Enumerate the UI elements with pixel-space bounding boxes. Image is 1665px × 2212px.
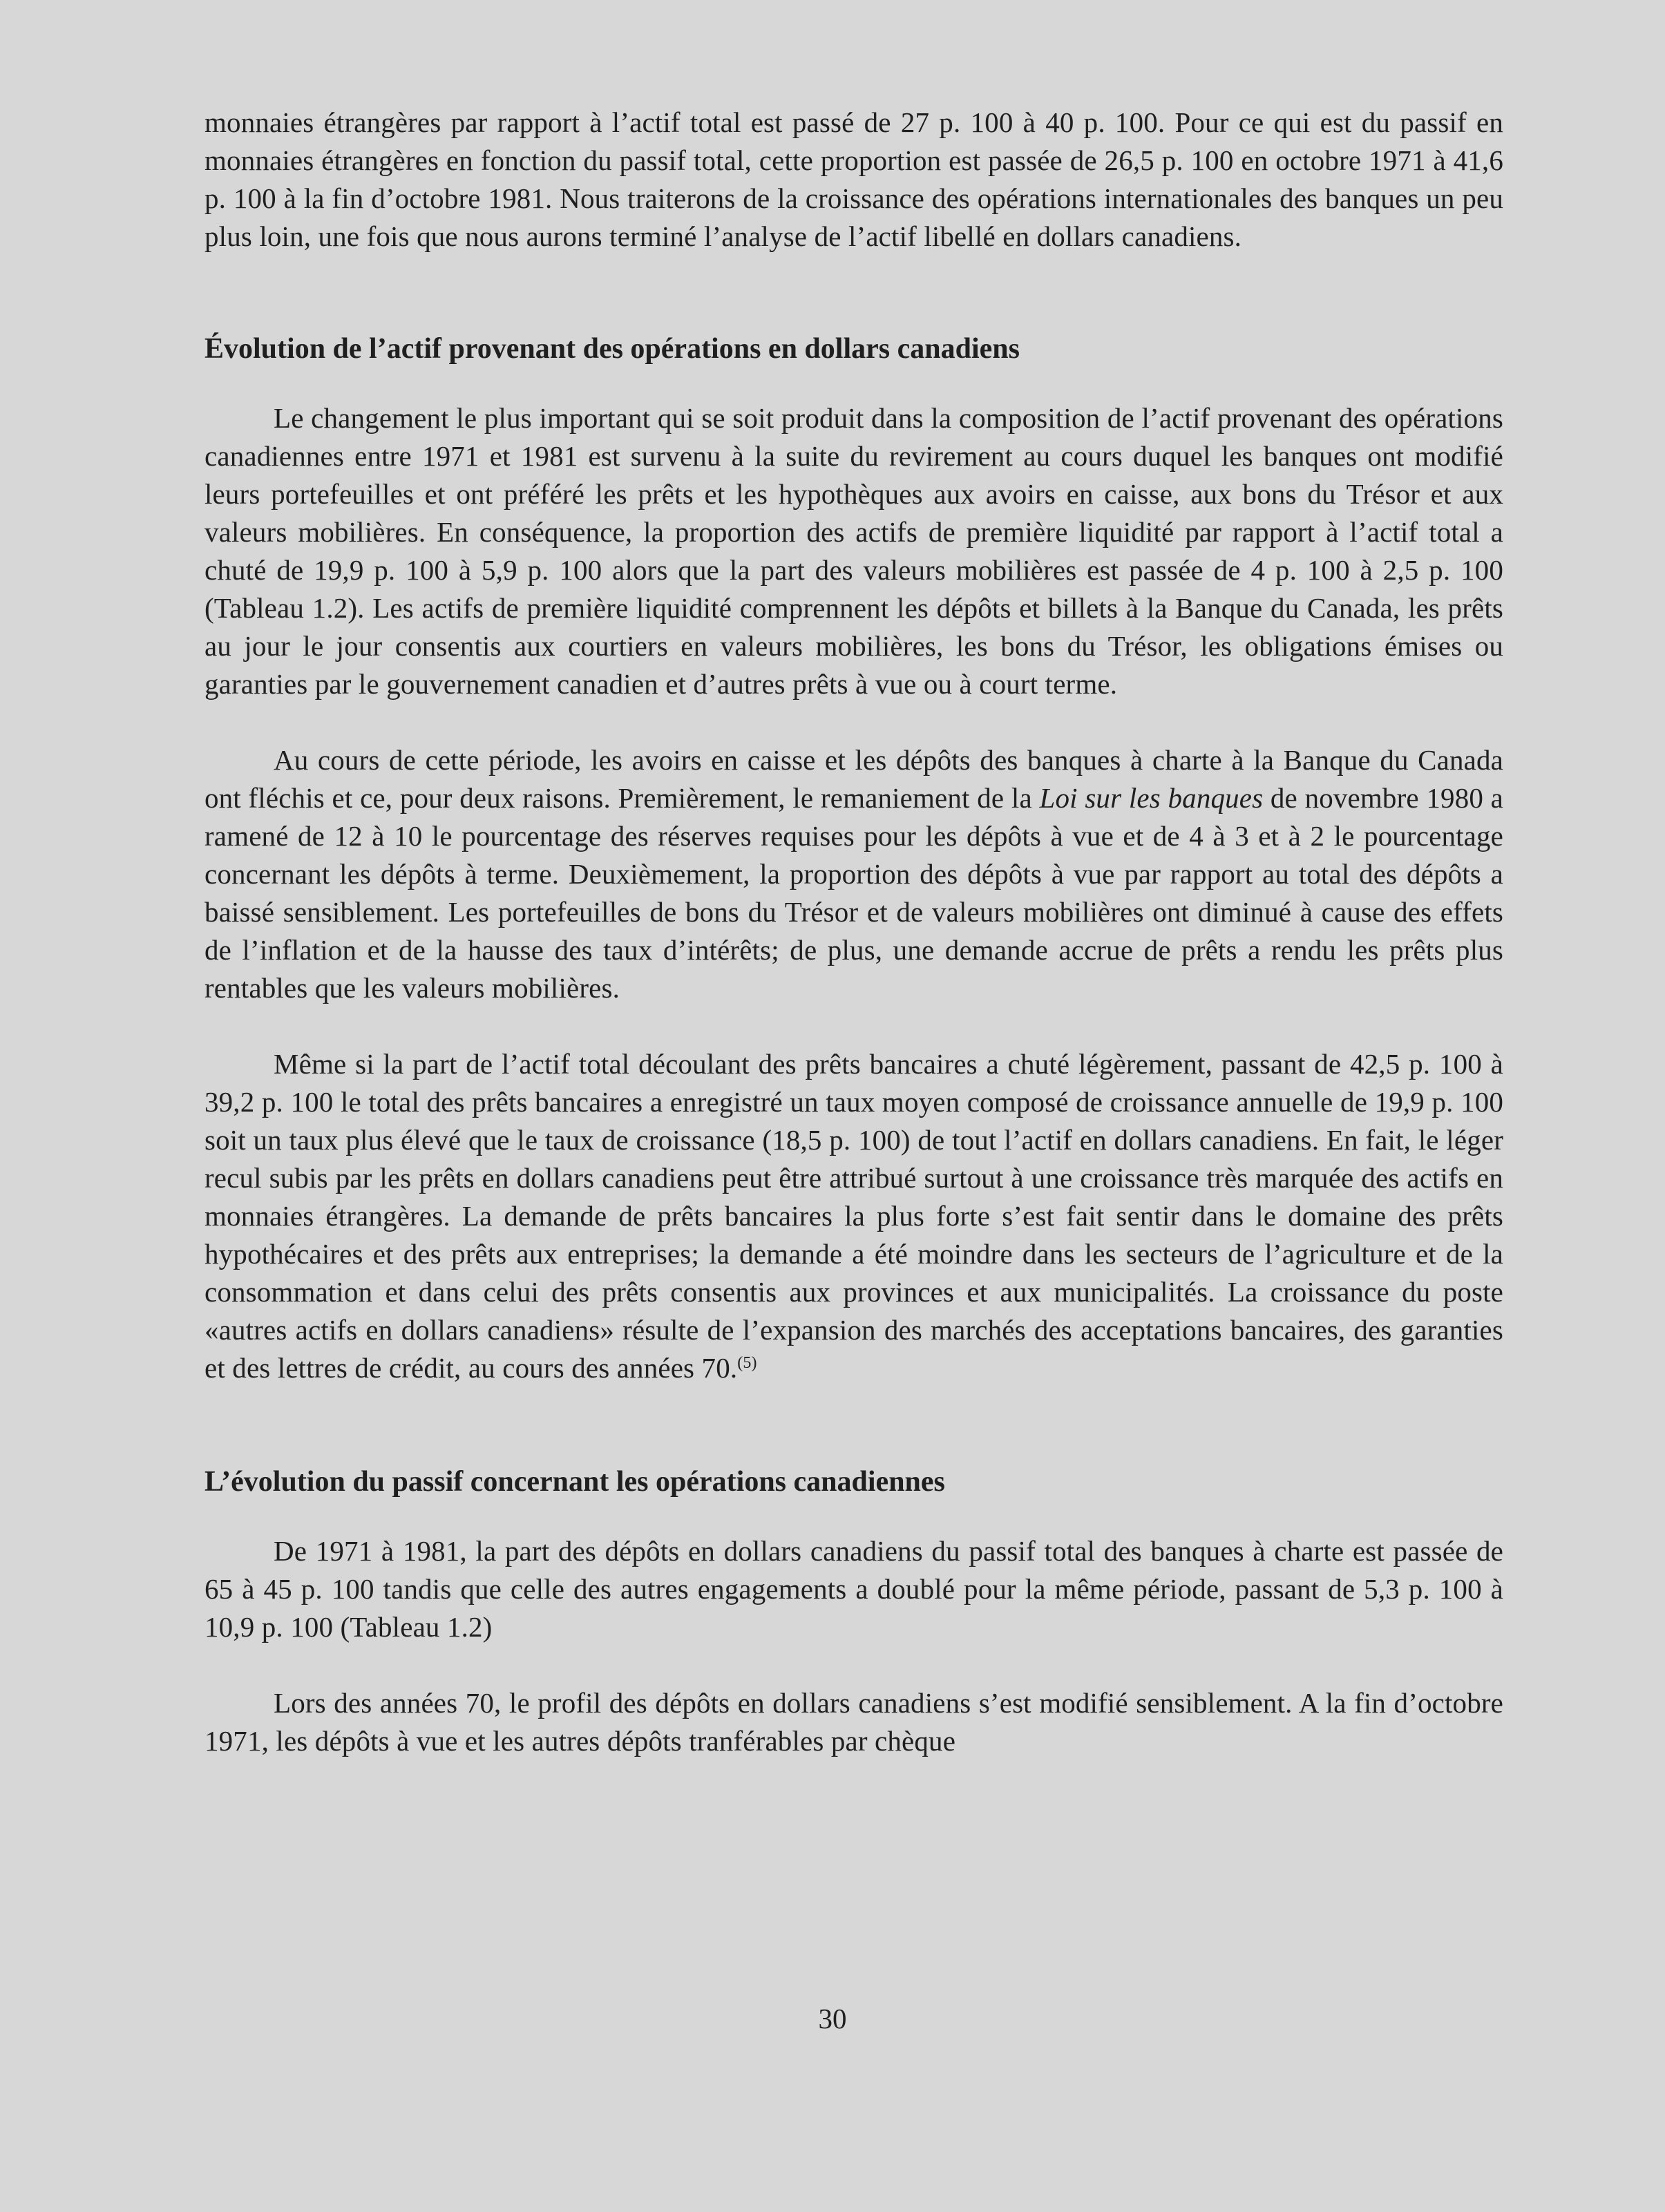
paragraph-text: de novembre 1980 a ramené de 12 à 10 le pourcentage des réserves requises pour les dépôts à vue et de 4 à 3 et à 2 le pourcentage concernant les dépôts à terme. Deuxièmement, la proportion des dépôts à vue par rapport au total des dépôts a baissé sensiblement. Les portefeuilles de bons du Trésor et de valeurs mobilières ont diminué à cause des effets de l’inflation et de la hausse des taux d’intérêts; de plus, une demande accrue de prêts a rendu les prêts plus rentables que les valeurs mobilières.	[204, 782, 1504, 1004]
paragraph-avoirs-caisse	[204, 741, 1503, 1007]
paragraph-profil-depots: Lors des années 70, le profil des dépôts en dollars canadiens s’est modifié sensiblement. A la fin d’octobre 1971, les dépôts à vue et les autres dépôts tranférables par chèque	[204, 1687, 1503, 1757]
paragraph-continuation: monnaies étrangères par rapport à l’actif total est passé de 27 p. 100 à 40 p. 100. Pour ce qui est du passif en monnaies étrangères en fonction du passif total, cette proportion est passée de 26,5 p. 100 en octobre 1971 à 41,6 p. 100 à la fin d’octobre 1981. Nous traiterons de la croissance des opérations internationales des banques un peu plus loin, une fois que nous aurons terminé l’analyse de l’actif libellé en dollars canadiens.	[204, 106, 1503, 252]
page-body	[204, 104, 1503, 1760]
section-heading-actif: Évolution de l’actif provenant des opérations en dollars canadiens	[204, 333, 1020, 365]
page-number: 30	[818, 2003, 847, 2034]
paragraph-prets-bancaires	[204, 1045, 1503, 1387]
paragraph-depots-passif: De 1971 à 1981, la part des dépôts en dollars canadiens du passif total des banques à charte est passée de 65 à 45 p. 100 tandis que celle des autres engagements a doublé pour la même période, passant de 5,3 p. 100 à 10,9 p. 100 (Tableau 1.2)	[204, 1535, 1503, 1643]
paragraph-changement-actif: Le changement le plus important qui se soit produit dans la composition de l’actif provenant des opérations canadiennes entre 1971 et 1981 est survenu à la suite du revirement au cours duquel les banques ont modifié leurs portefeuilles et ont préféré les prêts et les hypothèques aux avoirs en caisse, aux bons du Trésor et aux valeurs mobilières. En conséquence, la proportion des actifs de première liquidité par rapport à l’actif total a chuté de 19,9 p. 100 à 5,9 p. 100 alors que la part des valeurs mobilières est passée de 4 p. 100 à 2,5 p. 100 (Tableau 1.2). Les actifs de première liquidité comprennent les dépôts et billets à la Banque du Canada, les prêts au jour le jour consentis aux courtiers en valeurs mobilières, les bons du Trésor, les obligations émises ou garanties par le gouvernement canadien et d’autres prêts à vue ou à court terme.	[204, 402, 1503, 700]
paragraph-text: Au cours de cette période, les avoirs en caisse et les dépôts des banques à charte à la Banque du Canada ont fléchis et ce, pour deux raisons. Premièrement, le remaniement de la	[204, 744, 1503, 814]
paragraph-text: Même si la part de l’actif total découlant des prêts bancaires a chuté légèrement, passant de 42,5 p. 100 à 39,2 p. 100 le total des prêts bancaires a enregistré un taux moyen composé de croissance annuelle de 19,9 p. 100 soit un taux plus élevé que le taux de croissance (18,5 p. 100) de tout l’actif en dollars canadiens. En fait, le léger recul subis par les prêts en dollars canadiens peut être attribué surtout à une croissance très marquée des actifs en monnaies étrangères. La demande de prêts bancaires la plus forte s’est fait sentir dans le domaine des prêts hypothécaires et des prêts aux entreprises; la demande a été moindre dans les secteurs de l’agriculture et de la consommation et dans celui des prêts consentis aux provinces et aux municipalités. La croissance du poste «autres actifs en dollars canadiens» résulte de l’expansion des marchés des acceptations bancaires, des garanties et des lettres de crédit, au cours des années 70.	[204, 1048, 1503, 1384]
footnote-reference: (5)	[737, 1354, 757, 1372]
italic-law-title: Loi sur les banques	[1039, 782, 1264, 814]
section-heading-passif: L’évolution du passif concernant les opérations canadiennes	[204, 1466, 945, 1498]
